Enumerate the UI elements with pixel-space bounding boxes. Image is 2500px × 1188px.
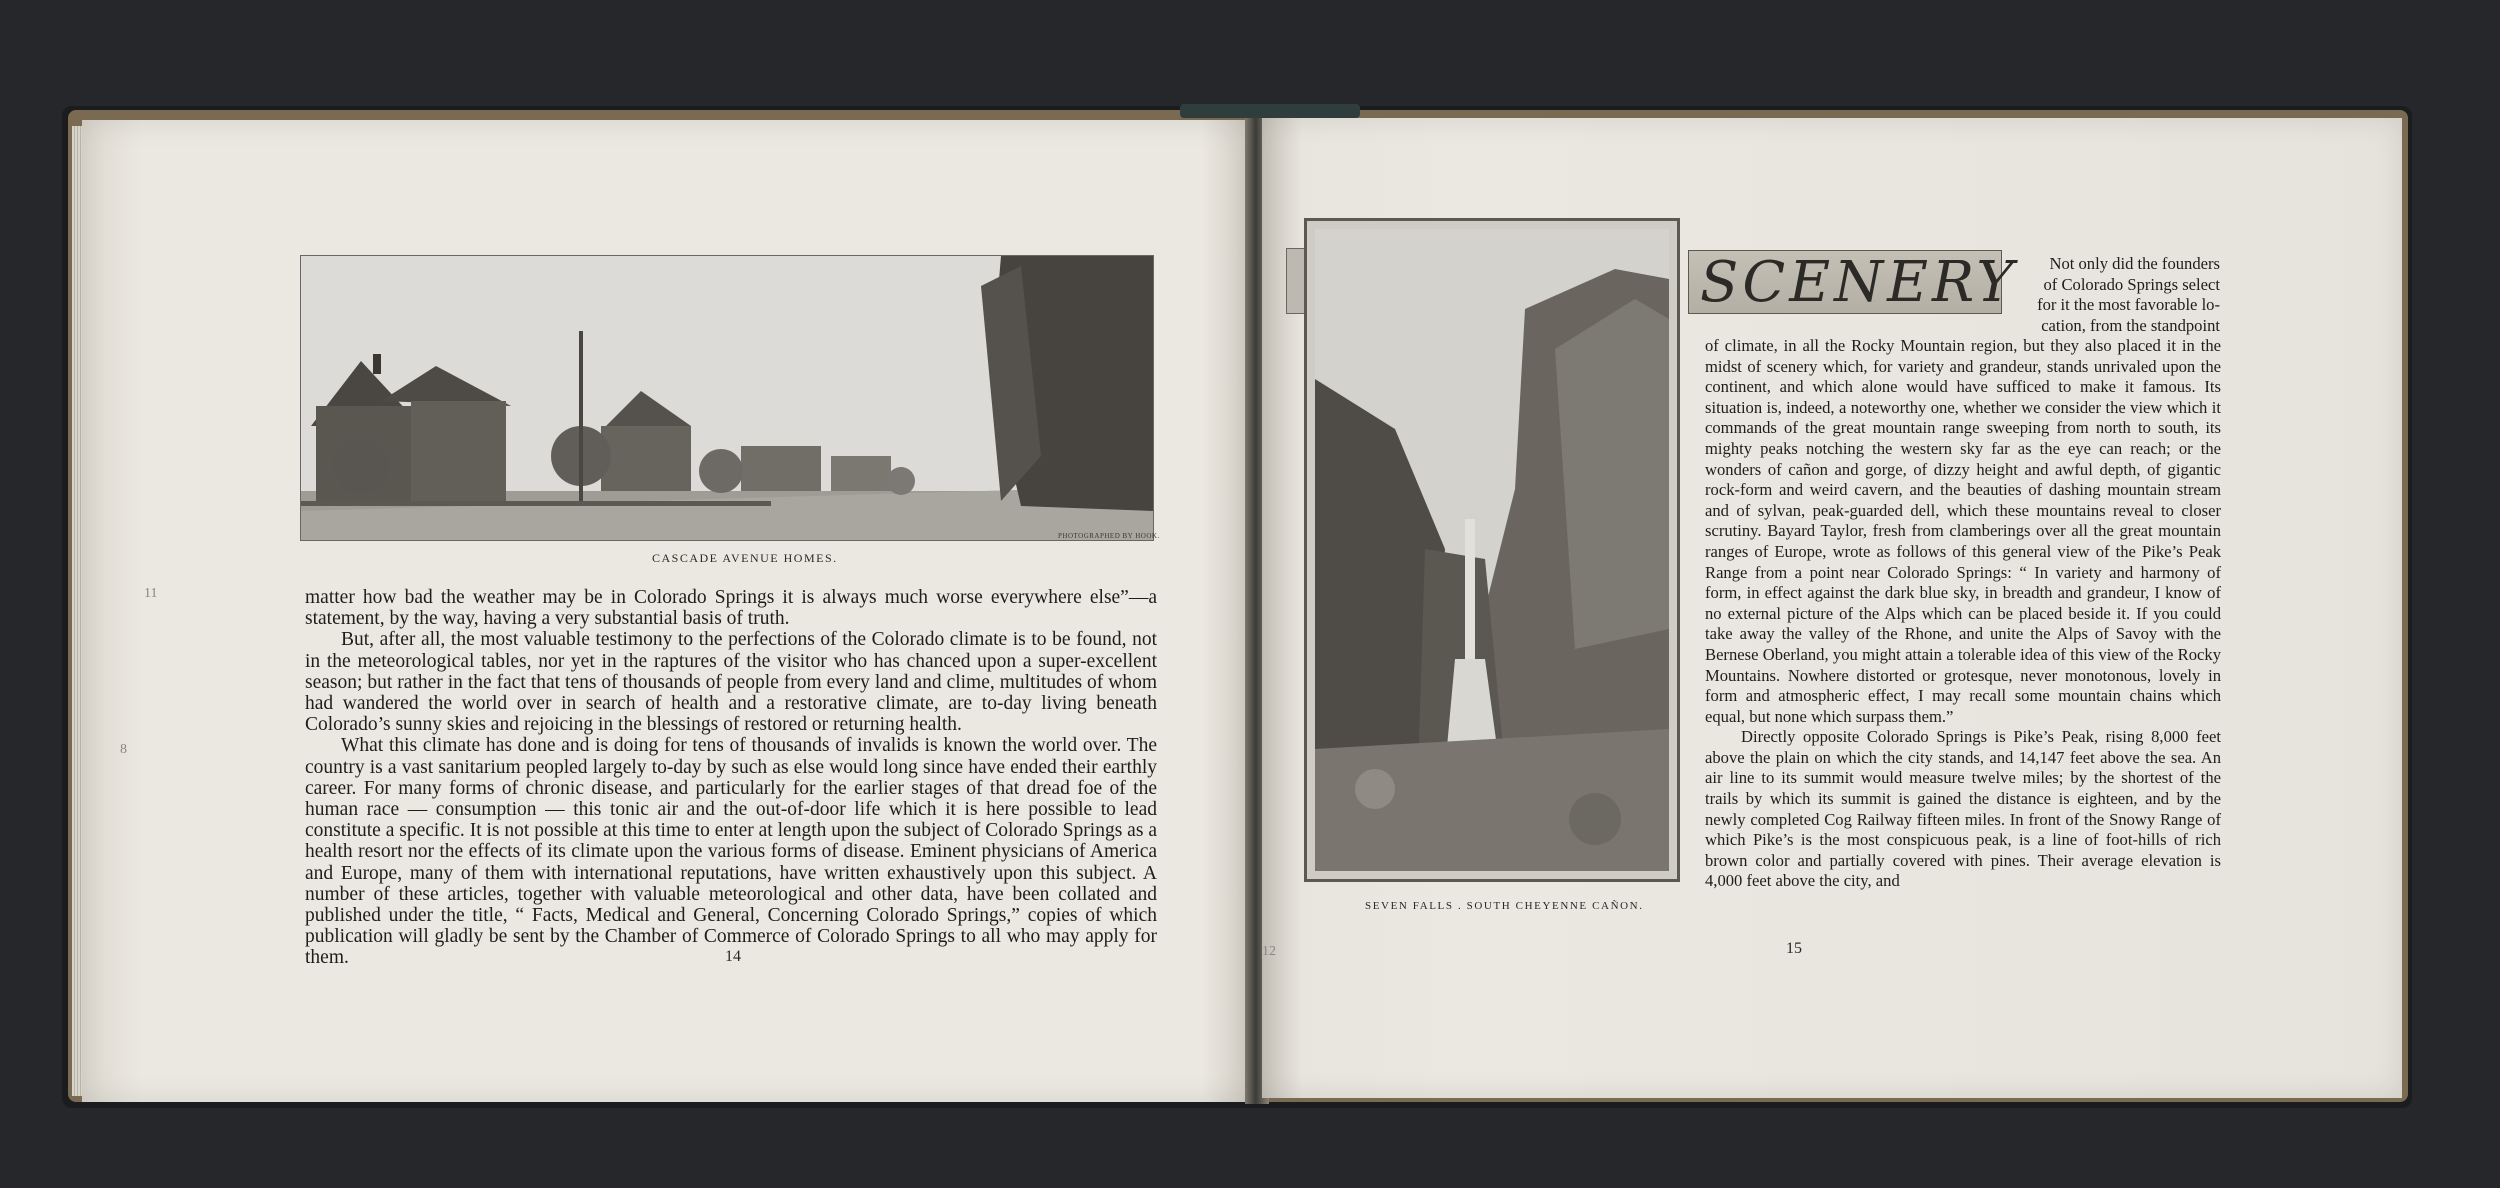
intro-line: of Colorado Springs select [2043, 274, 2220, 294]
photo-credit: PHOTOGRAPHED BY HOOK. [1058, 532, 1160, 540]
margin-mark: 8 [120, 742, 127, 757]
margin-mark: 11 [144, 586, 158, 601]
intro-line: for it the most favorable lo- [2037, 295, 2220, 315]
cascade-avenue-photo [300, 255, 1154, 541]
paragraph: matter how bad the weather may be in Colorado Springs it is always much worse everywhere else”—a statement, by the way, having a very substantial basis of truth. [305, 587, 1157, 630]
cascade-caption: CASCADE AVENUE HOMES. [652, 551, 838, 565]
paragraph: But, after all, the most valuable testimony to the perfections of the Colorado climate is to be found, not in the meteorological tables, nor yet in the raptures of the visitor who has chanced upon a super-excellent season; but rather in the fact that tens of thousands of people from every land and clime, multitudes of whom had wandered the world over in search of health and a restorative climate, are to-day living beneath Colorado’s sunny skies and rejoicing in the blessings of restored or returning health. [305, 629, 1157, 736]
right-body-text [1705, 336, 2221, 892]
page-number-left: 14 [725, 948, 741, 965]
seven-falls-caption: SEVEN FALLS . SOUTH CHEYENNE CAÑON. [1365, 900, 1644, 912]
left-body-text [305, 587, 1157, 969]
intro-line: Not only did the founders [2049, 254, 2220, 273]
page-number-right: 15 [1786, 940, 1802, 957]
seven-falls-photo [1304, 218, 1680, 882]
seven-falls-illustration [1315, 229, 1669, 871]
margin-mark: 12 [1262, 944, 1276, 959]
paragraph: of climate, in all the Rocky Mountain region, but they also placed it in the midst of scenery which, for variety and grandeur, stands unrivaled upon the continent, and which alone would have sufficed to make it famous. Its situation is, indeed, a noteworthy one, whether we consider the view which it commands of the great mountain range sweeping from north to south, its mighty peaks notching the western sky far as the eye can reach; or the wonders of cañon and gorge, of dizzy height and awful depth, of gigantic rock-form and weird cavern, and the beauties of dashing mountain stream and of sylvan, peak-guarded dell, which these mountains reveal to closer scrutiny. Bayard Taylor, fresh from clamberings over all the great mountain ranges of Europe, wrote as follows of this general view of the Pike’s Peak Range from a point near Colorado Springs: “ In variety and harmony of form, in effect against the dark blue sky, in breadth and grandeur, I know of no external picture of the Alps which can be placed beside it. If you could take away the valley of the Rhone, and unite the Alps of Savoy with the Bernese Oberland, you might attain a tolerable idea of this view of the Rocky Mountains. Nowhere distorted or grotesque, never monotonous, lovely in form and atmospheric effect, I may recall some mountain chains which equal, but none which surpass them.” [1705, 336, 2221, 726]
paragraph: Directly opposite Colorado Springs is Pike’s Peak, rising 8,000 feet above the plain on which the city stands, and 14,147 feet above the sea. An air line to its summit would measure twelve miles; by the shortest of the trails by which its summit is gained the distance is eighteen, and by the newly completed Cog Railway fifteen miles. In front of the Snowy Range of which Pike’s is the most conspicuous peak, is a line of foot-hills of rich brown color and partially covered with pines. Their average elevation is 4,000 feet above the city, and [1705, 727, 2221, 891]
intro-lines [2035, 254, 2220, 336]
book-spine [1180, 104, 1360, 118]
scenery-heading: SCENERY [1700, 250, 2018, 315]
intro-line: cation, from the standpoint [2041, 315, 2220, 335]
paragraph: What this climate has done and is doing for tens of thousands of invalids is known the world over. The country is a vast sanitarium peopled largely to-day by such as else would long since have ended their earthly career. For many forms of chronic disease, and particularly for the earlier stages of that dread foe of the human race — consumption — this tonic air and the out-of-door life which it is here possible to lead constitute a specific. It is not possible at this time to enter at length upon the subject of Colorado Springs as a health resort nor the effects of its climate upon the various forms of disease. Eminent physicians of America and Europe, many of them with international reputations, have written exhaustively upon this subject. A number of these articles, together with valuable meteorological and other data, have been collated and published under the title, “ Facts, Medical and General, Concerning Colorado Springs,” copies of which publication will gladly be sent by the Chamber of Commerce of Colorado Springs to all who may apply for them. [305, 735, 1157, 969]
cascade-avenue-illustration [301, 256, 1153, 540]
